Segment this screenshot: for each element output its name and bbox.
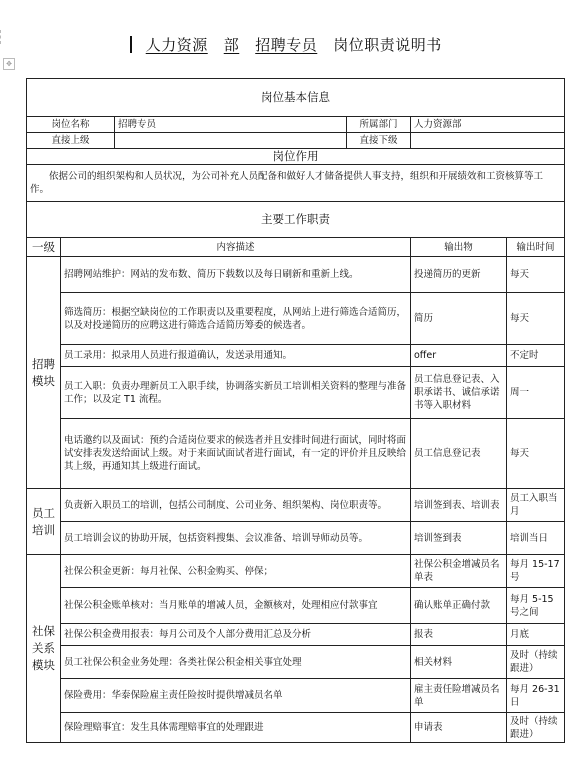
duty-desc[interactable]: 保险费用：华泰保险雇主责任险按时提供增减员名单 (61, 679, 411, 713)
title-dept: 人力资源 (145, 36, 208, 54)
duty-desc[interactable]: 员工入职：负责办理新员工入职手续，协调落实新员工培训相关资料的整理与准备工作；以及定 T1 流程。 (61, 367, 411, 419)
duty-time[interactable]: 月底 (507, 624, 565, 646)
duty-output[interactable]: 申请表 (411, 713, 507, 743)
duty-desc[interactable]: 保险理赔事宜：发生具体需理赔事宜的处理跟进 (61, 713, 411, 743)
table-row (27, 588, 565, 624)
duty-time[interactable]: 及时（持续跟进） (507, 713, 565, 743)
table-row (27, 367, 565, 419)
duty-output[interactable]: 社保公积金增减员名单表 (411, 555, 507, 588)
duty-desc[interactable]: 员工录用：拟录用人员进行报道确认，发送录用通知。 (61, 345, 411, 367)
title-doc-name: 岗位职责说明书 (333, 36, 442, 54)
duty-output[interactable]: 报表 (411, 624, 507, 646)
position-value[interactable]: 招聘专员 (115, 117, 347, 133)
table-row (27, 419, 565, 489)
duty-output[interactable]: 员工信息登记表、入职承诺书、诚信承诺书等入职材料 (411, 367, 507, 419)
duty-output[interactable]: 投递简历的更新 (411, 257, 507, 293)
position-label: 岗位名称 (27, 117, 115, 133)
duty-time[interactable]: 周一 (507, 367, 565, 419)
text-cursor (130, 36, 132, 53)
basic-info-heading: 岗位基本信息 (27, 79, 565, 117)
table-row (27, 522, 565, 555)
duty-time[interactable]: 不定时 (507, 345, 565, 367)
duty-output[interactable]: 培训签到表、培训表 (411, 489, 507, 522)
col-header-time: 输出时间 (507, 238, 565, 257)
duty-desc[interactable]: 筛选简历：根据空缺岗位的工作职责以及重要程度，从网站上进行筛选合适简历，以及对投递简历的应聘这进行筛选合适简历筹委的候选者。 (61, 293, 411, 345)
duty-output[interactable]: 雇主责任险增减员名单 (411, 679, 507, 713)
title-position: 招聘专员 (255, 36, 318, 54)
duty-output[interactable]: 确认账单正确付款 (411, 588, 507, 624)
category-training: 员工培训 (27, 489, 61, 555)
table-row (27, 555, 565, 588)
table-row (27, 293, 565, 345)
role-heading: 岗位作用 (27, 149, 565, 165)
duty-time[interactable]: 员工入职当月 (507, 489, 565, 522)
superior-label: 直接上级 (27, 133, 115, 149)
duties-heading: 主要工作职责 (27, 202, 565, 238)
duty-time[interactable]: 每月 5-15 号之间 (507, 588, 565, 624)
duty-desc[interactable]: 社保公积金账单核对：当月账单的增减人员，金额核对，处理相应付款事宜 (61, 588, 411, 624)
duty-time[interactable]: 每月 15-17 号 (507, 555, 565, 588)
table-row (27, 489, 565, 522)
duty-time[interactable]: 每天 (507, 257, 565, 293)
duty-time[interactable]: 每月 26-31 日 (507, 679, 565, 713)
job-description-table (26, 78, 565, 743)
table-row (27, 624, 565, 646)
duty-output[interactable]: offer (411, 345, 507, 367)
duty-desc[interactable]: 社保公积金更新：每月社保、公积金购买、停保； (61, 555, 411, 588)
document-title (0, 34, 572, 55)
duty-desc[interactable]: 员工培训会议的协助开展，包括资料搜集、会议准备、培训导师动员等。 (61, 522, 411, 555)
title-dept-suffix: 部 (223, 36, 240, 54)
dept-label: 所属部门 (347, 117, 411, 133)
table-row (27, 646, 565, 679)
subordinate-label: 直接下级 (347, 133, 411, 149)
duty-time[interactable]: 每天 (507, 419, 565, 489)
table-row (27, 257, 565, 293)
duty-time[interactable]: 及时（持续跟进） (507, 646, 565, 679)
superior-value[interactable] (115, 133, 347, 149)
subordinate-value[interactable] (411, 133, 565, 149)
col-header-output: 输出物 (411, 238, 507, 257)
duty-desc[interactable]: 员工社保公积金业务处理：各类社保公积金相关事宜处理 (61, 646, 411, 679)
table-row (27, 345, 565, 367)
category-recruit: 招聘模块 (27, 257, 61, 489)
duty-desc[interactable]: 招聘网站维护：网站的发布数、简历下载数以及每日刷新和重新上线。 (61, 257, 411, 293)
dept-value[interactable]: 人力资源部 (411, 117, 565, 133)
duty-time[interactable]: 培训当日 (507, 522, 565, 555)
duty-output[interactable]: 培训签到表 (411, 522, 507, 555)
duty-time[interactable]: 每天 (507, 293, 565, 345)
col-header-level: 一级 (27, 238, 61, 257)
duty-output[interactable]: 简历 (411, 293, 507, 345)
table-row (27, 679, 565, 713)
col-header-desc: 内容描述 (61, 238, 411, 257)
duty-desc[interactable]: 电话邀约以及面试：预约合适岗位要求的候选者并且安排时间进行面试，同时将面试安排表发送给面试上级。对于来面试面试者进行面试，有一定的评价并且反映给其上级，再通知其上级进行面试。 (61, 419, 411, 489)
role-text[interactable]: 依据公司的组织架构和人员状况，为公司补充人员配备和做好人才储备提供人事支持，组织和开展绩效和工资核算等工作。 (27, 165, 565, 202)
duty-desc[interactable]: 负责新入职员工的培训，包括公司制度、公司业务、组织架构、岗位职责等。 (61, 489, 411, 522)
table-move-handle-icon[interactable]: ✥ (3, 58, 15, 70)
duty-output[interactable]: 相关材料 (411, 646, 507, 679)
duty-output[interactable]: 员工信息登记表 (411, 419, 507, 489)
category-social: 社保关系模块 (27, 555, 61, 743)
table-row (27, 713, 565, 743)
duty-desc[interactable]: 社保公积金费用报表：每月公司及个人部分费用汇总及分析 (61, 624, 411, 646)
